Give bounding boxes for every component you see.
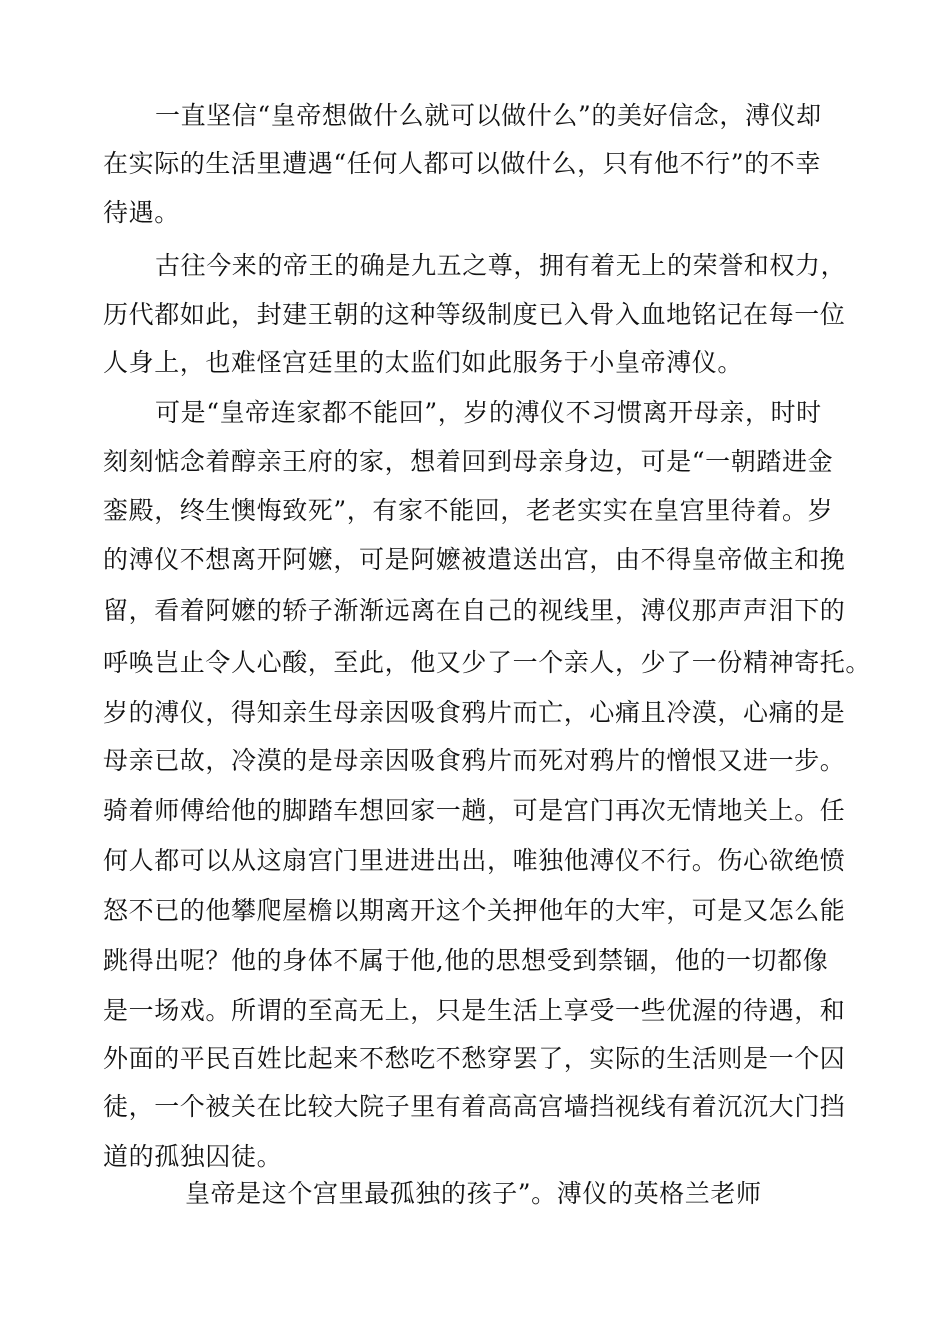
paragraph-3-line-2: 刻刻惦念着醇亲王府的家，想着回到母亲身边，可是“一朝踏进金 (103, 447, 834, 476)
paragraph-3-line-5: 留，看着阿嬷的轿子渐渐远离在自己的视线里，溥仪那声声泪下的 (103, 596, 846, 625)
paragraph-3-line-6: 呼唤岂止令人心酸，至此，他又少了一个亲人，少了一份精神寄托。 (103, 648, 872, 677)
paragraph-3-line-13: 是一场戏。所谓的至高无上，只是生活上享受一些优渥的待遇，和 (103, 996, 846, 1025)
paragraph-2-line-2: 历代都如此，封建王朝的这种等级制度已入骨入血地铭记在每一位 (103, 300, 846, 329)
paragraph-1-line-1: 一直坚信“皇帝想做什么就可以做什么”的美好信念，溥仪却 (155, 101, 822, 130)
paragraph-3-line-8: 母亲已故，冷漠的是母亲因吸食鸦片而死对鸦片的憎恨又进一步。 (103, 746, 846, 775)
paragraph-2-line-1: 古往今来的帝王的确是九五之尊，拥有着无上的荣誉和权力， (155, 251, 847, 280)
paragraph-4-line-1: 皇帝是这个宫里最孤独的孩子”。溥仪的英格兰老师 (185, 1179, 762, 1208)
paragraph-3-line-10: 何人都可以从这扇宫门里进进出出，唯独他溥仪不行。伤心欲绝愤 (103, 846, 846, 875)
paragraph-3-line-14: 外面的平民百姓比起来不愁吃不愁穿罢了，实际的生活则是一个囚 (103, 1044, 846, 1073)
paragraph-3-line-15: 徒，一个被关在比较大院子里有着高高宫墙挡视线有着沉沉大门挡 (103, 1092, 846, 1121)
paragraph-3-line-12: 跳得出呢？他的身体不属于他,他的思想受到禁锢，他的一切都像 (103, 946, 829, 975)
paragraph-3-line-9: 骑着师傅给他的脚踏车想回家一趟，可是宫门再次无情地关上。任 (103, 796, 846, 825)
paragraph-3-line-1: 可是“皇帝连家都不能回”，岁的溥仪不习惯离开母亲，时时 (155, 398, 822, 427)
paragraph-2-line-3: 人身上，也难怪宫廷里的太监们如此服务于小皇帝溥仪。 (103, 348, 744, 377)
paragraph-3-line-4: 的溥仪不想离开阿嬷，可是阿嬷被遣送出宫，由不得皇帝做主和挽 (103, 545, 846, 574)
paragraph-3-line-16: 道的孤独囚徒。 (103, 1142, 283, 1171)
paragraph-1-line-3: 待遇。 (103, 198, 180, 227)
paragraph-1-line-2: 在实际的生活里遭遇“任何人都可以做什么，只有他不行”的不幸 (103, 149, 821, 178)
paragraph-3-line-3: 銮殿，终生懊悔致死”，有家不能回，老老实实在皇宫里待着。岁 (103, 496, 834, 525)
paragraph-3-line-7: 岁的溥仪，得知亲生母亲因吸食鸦片而亡，心痛且冷漠，心痛的是 (103, 698, 846, 727)
paragraph-3-line-11: 怒不已的他攀爬屋檐以期离开这个关押他年的大牢，可是又怎么能 (103, 896, 846, 925)
